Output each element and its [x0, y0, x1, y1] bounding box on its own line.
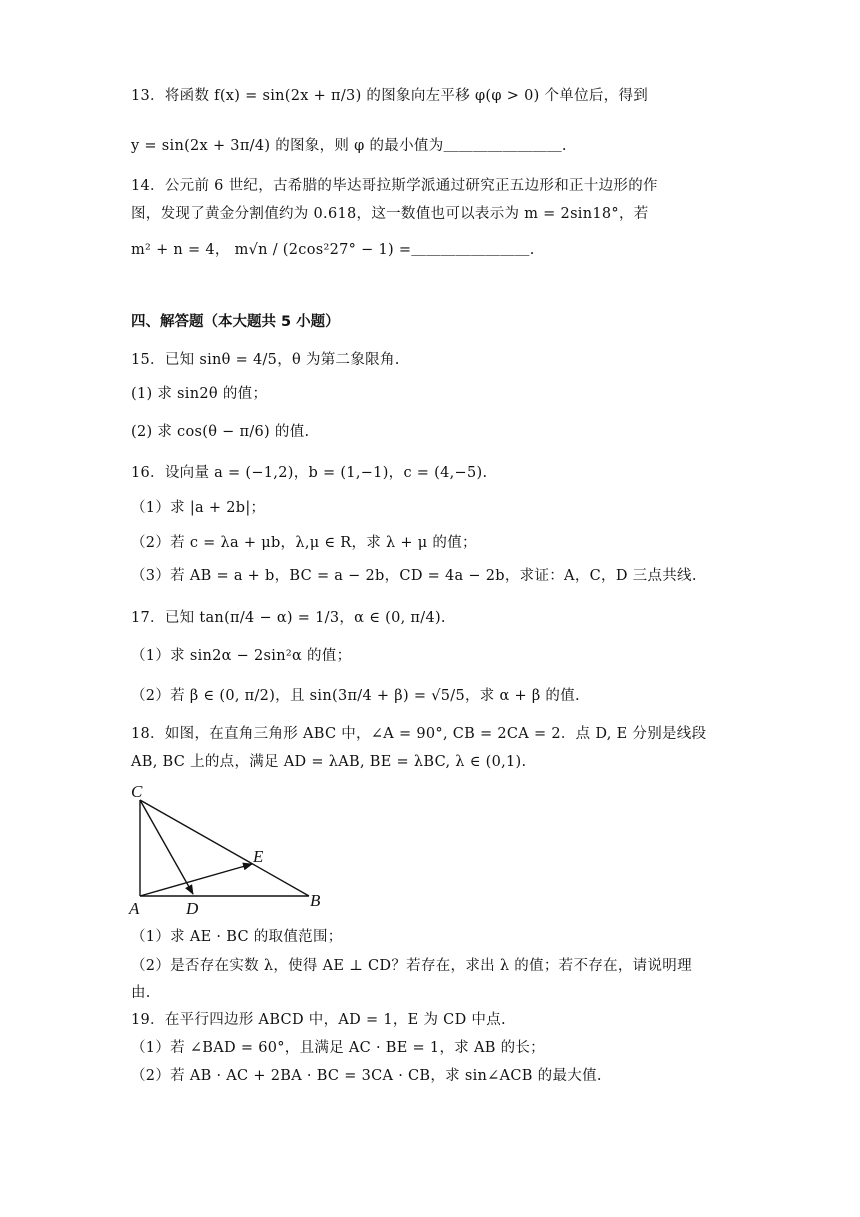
- vector-cd: [140, 800, 193, 894]
- label-d: D: [186, 899, 199, 917]
- q19-part2: （2）若 AB · AC + 2BA · BC = 3CA · CB，求 sin∠ACB 的最大值.: [131, 1068, 602, 1084]
- q16-stem: 16．设向量 a = (−1,2)，b = (1,−1)，c = (4,−5).: [131, 465, 488, 481]
- q17-part2: （2）若 β ∈ (0, π/2)，且 sin(3π/4 + β) = √5/5，求 α + β 的值.: [131, 688, 580, 704]
- label-a: A: [129, 899, 140, 917]
- q18-part1: （1）求 AE · BC 的取值范围；: [131, 929, 343, 945]
- q18-part2b: 由.: [131, 985, 151, 1001]
- q18-line2: AB, BC 上的点，满足 AD = λAB, BE = λBC, λ ∈ (0,1).: [131, 754, 527, 770]
- q17-part1: （1）求 sin2α − 2sin²α 的值；: [131, 648, 352, 664]
- q16-part2: （2）若 c = λa + μb，λ,μ ∈ R，求 λ + μ 的值；: [131, 535, 477, 551]
- side-cb: [140, 800, 309, 896]
- label-b: B: [310, 891, 321, 910]
- q16-part3: （3）若 AB = a + b，BC = a − 2b，CD = 4a − 2b，求证：A，C，D 三点共线.: [131, 568, 697, 584]
- q15-part1: (1) 求 sin2θ 的值；: [131, 386, 268, 402]
- q14-line1: 14．公元前 6 世纪，古希腊的毕达哥拉斯学派通过研究正五边形和正十边形的作: [131, 178, 658, 194]
- q14-line2: 图，发现了黄金分割值约为 0.618，这一数值也可以表示为 m = 2sin18°，若: [131, 206, 649, 222]
- q14-line3: m² + n = 4， m√n / (2cos²27° − 1) =＿＿＿＿＿＿＿＿.: [131, 242, 535, 258]
- q16-part1: （1）求 |a + 2b|；: [131, 500, 266, 516]
- section-heading: 四、解答题（本大题共 5 小题）: [131, 314, 340, 330]
- q18-part2a: （2）是否存在实数 λ，使得 AE ⊥ CD？若存在，求出 λ 的值；若不存在，请说明理: [131, 958, 692, 974]
- q19-part1: （1）若 ∠BAD = 60°，且满足 AC · BE = 1，求 AB 的长；: [131, 1040, 545, 1056]
- q13-line1: 13．将函数 f(x) = sin(2x + π/3) 的图象向左平移 φ(φ > 0) 个单位后，得到: [131, 88, 649, 104]
- q17-stem: 17．已知 tan(π/4 − α) = 1/3，α ∈ (0, π/4).: [131, 610, 446, 626]
- label-c: C: [131, 782, 143, 801]
- vector-ae: [140, 864, 252, 896]
- q15-stem: 15．已知 sinθ = 4/5，θ 为第二象限角.: [131, 352, 400, 368]
- q15-part2: (2) 求 cos(θ − π/6) 的值.: [131, 424, 310, 440]
- label-e: E: [253, 847, 264, 866]
- q13-line2: y = sin(2x + 3π/4) 的图象，则 φ 的最小值为＿＿＿＿＿＿＿＿.: [131, 138, 567, 154]
- q18-line1: 18．如图，在直角三角形 ABC 中，∠A = 90°, CB = 2CA = 2．点 D, E 分别是线段: [131, 726, 707, 742]
- q19-stem: 19．在平行四边形 ABCD 中，AD = 1，E 为 CD 中点.: [131, 1012, 506, 1028]
- triangle-diagram: [126, 782, 336, 917]
